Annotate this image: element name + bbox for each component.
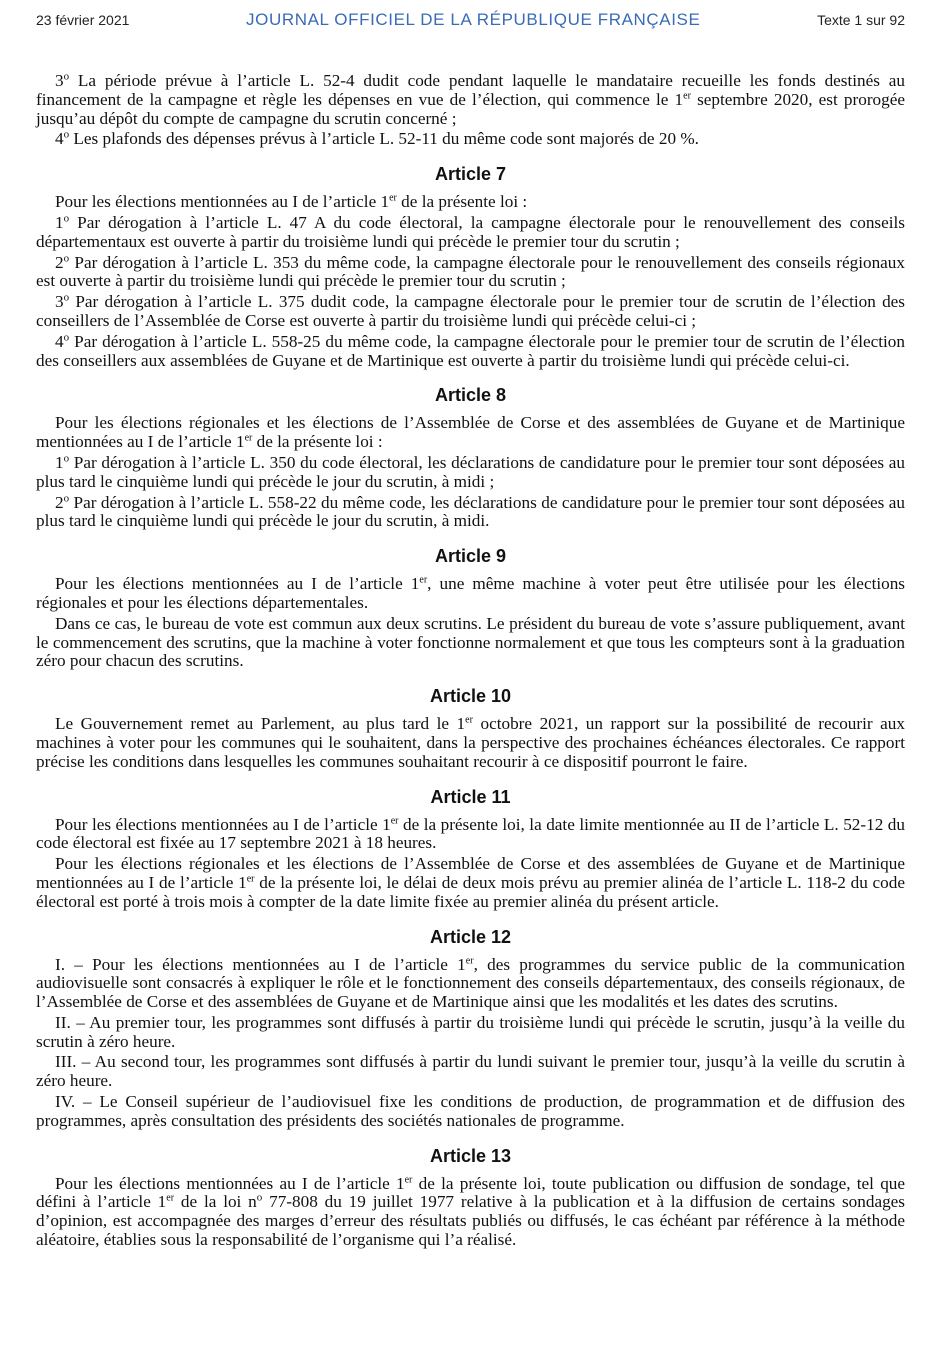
text-run: Par dérogation à l’article L. 353 du même code, la campagne électorale pour le renouvellement des conseils régionaux est ouverte à partir du troisième lundi qui précède le premier tour du scrutin ; — [36, 252, 905, 291]
texte-counter: Texte 1 sur 92 — [817, 12, 905, 28]
text-run: 2 — [55, 252, 64, 272]
paragraph — [36, 1014, 905, 1052]
ordinal-superscript: er — [419, 574, 428, 586]
text-run: 3 — [55, 292, 64, 312]
text-run: Pour les élections mentionnées au I de l’article 1 — [55, 1173, 405, 1193]
text-run: Le Gouvernement remet au Parlement, au plus tard le 1 — [55, 714, 466, 734]
text-run: 3 — [55, 71, 64, 90]
text-run: Pour les élections régionales et les élections de l’Assemblée de Corse et des assemblées de Guyane et de Martinique mentionnées au I de l’article 1 — [36, 854, 905, 892]
text-run: octobre 2021, un rapport sur la possibilité de recourir aux machines à voter pour les communes qui le souhaitent, dans la perspective des prochaines échéances électorales. Ce rapport précise les conditions dans lesquelles les communes souhaitant recourir à ce dispositif pourront le faire. — [36, 714, 905, 771]
paragraph — [36, 491, 905, 532]
text-run: I. – Pour les élections mentionnées au I de l’article 1 — [55, 954, 466, 974]
paragraph — [36, 575, 905, 613]
text-run: Pour les élections mentionnées au I de l’article 1 — [55, 814, 391, 834]
text-run: 4 — [55, 129, 64, 149]
text-run: 77-808 du 19 juillet 1977 relative à la publication et à la diffusion de certains sondages d’opinion, est accompagnée des marges d’erreur des résultats publiés ou diffusés, le cas échéant par référence à la méthode aléatoire, établies sous la responsabilité de l’organisme qui l’a réalisé. — [36, 1192, 905, 1250]
paragraph — [36, 251, 905, 292]
paragraph — [36, 333, 905, 371]
ordinal-superscript: o — [63, 491, 70, 504]
text-run: Pour les élections mentionnées au I de l’article 1 — [55, 574, 420, 594]
ordinal-superscript: o — [63, 70, 70, 83]
paragraph — [36, 816, 905, 854]
ordinal-superscript: o — [63, 128, 70, 141]
text-run: Par dérogation à l’article L. 375 dudit code, la campagne électorale pour le premier tour de scrutin de l’élection des conseillers de l’Assemblée de Corse est ouverte à partir du troisième lundi qui précède celui-ci ; — [36, 292, 905, 330]
text-run: de la loi n — [174, 1192, 257, 1212]
text-run: de la présente loi, toute publication ou diffusion de sondage, tel que défini à l’article 1 — [36, 1173, 906, 1212]
paragraph — [36, 193, 905, 212]
paragraph — [36, 615, 905, 671]
paragraph — [36, 1093, 905, 1131]
article-heading: Article 7 — [434, 164, 507, 185]
article-heading: Article 8 — [434, 385, 507, 406]
document-body — [36, 72, 905, 1252]
ordinal-superscript: o — [63, 331, 70, 344]
ordinal-superscript: er — [166, 1192, 175, 1204]
text-run: III. – Au second tour, les programmes sont diffusés à partir du lundi suivant le premier tour, jusqu’à la veille du scrutin à zéro heure. — [36, 1052, 905, 1091]
journal-title: JOURNAL OFFICIEL DE LA RÉPUBLIQUE FRANÇAISE — [246, 10, 701, 29]
paragraph — [36, 293, 905, 331]
text-run: de la présente loi : — [252, 432, 383, 452]
paragraph — [36, 72, 905, 128]
text-run: , une même machine à voter peut être utilisée pour les élections régionales et pour les élections départementales. — [36, 574, 905, 612]
ordinal-superscript: er — [390, 814, 399, 826]
ordinal-superscript: er — [244, 432, 253, 444]
text-run: Pour les élections mentionnées au I de l’article 1 — [55, 192, 390, 212]
ordinal-superscript: o — [63, 452, 70, 465]
article-heading: Article 9 — [434, 546, 507, 567]
text-run: de la présente loi, le délai de deux mois prévu au premier alinéa de l’article L. 118-2 du code électoral est porté à trois mois à compter de la date limite fixée au premier alinéa du présent article. — [36, 872, 905, 911]
text-run: La période prévue à l’article L. 52-4 dudit code pendant laquelle le mandataire recueille les fonds destinés au financement de la campagne et règle les dépenses en vue de l’élection, qui commence le 1 — [36, 71, 905, 109]
ordinal-superscript: o — [63, 291, 70, 304]
ordinal-superscript: er — [404, 1173, 413, 1185]
text-run: 4 — [55, 331, 64, 351]
text-run: II. – Au premier tour, les programmes sont diffusés à partir du troisième lundi qui précède le scrutin, jusqu’à la veille du scrutin à zéro heure. — [36, 1012, 905, 1051]
paragraph — [36, 414, 905, 452]
article-heading: Article 13 — [429, 1145, 512, 1166]
ordinal-superscript: o — [63, 251, 70, 264]
ordinal-superscript: er — [465, 714, 473, 726]
text-run: Par dérogation à l’article L. 558-22 du même code, les déclarations de candidature pour le premier tour sont déposées au plus tard le cinquième lundi qui précède le jour du scrutin, à midi. — [36, 492, 905, 531]
ordinal-superscript: o — [256, 1191, 263, 1204]
text-run: IV. – Le Conseil supérieur de l’audiovisuel fixe les conditions de production, de programmation et de diffusion des programmes, après consultation des présidents des sociétés nationales de programme. — [36, 1092, 905, 1130]
paragraph — [36, 214, 905, 252]
paragraph — [36, 1053, 905, 1091]
text-run: Dans ce cas, le bureau de vote est commun aux deux scrutins. Le président du bureau de vote s’assure publiquement, avant le commencement des scrutins, que la machine à voter fonctionne normalement et que tous les compteurs sont à la graduation zéro pour chacun des scrutins. — [36, 613, 905, 671]
text-run: 1 — [55, 212, 64, 232]
paragraph — [36, 454, 905, 492]
ordinal-superscript: er — [683, 90, 691, 102]
article-heading: Article 12 — [429, 926, 512, 947]
paragraph — [36, 855, 905, 911]
publication-date: 23 février 2021 — [36, 12, 130, 28]
text-run: 2 — [55, 492, 64, 512]
paragraph — [36, 130, 905, 149]
text-run: , des programmes du service public de la communication audiovisuelle sont consacrés à expliquer le rôle et le fonctionnement des conseils départementaux, des conseils régionaux, de l’Assemblée de Corse et des assemblées de Guyane et de Martinique ainsi que les modalités et les dates des scrutins. — [36, 954, 905, 1012]
text-run: Par dérogation à l’article L. 558-25 du même code, la campagne électorale pour le premier tour de scrutin de l’élection des conseillers aux assemblées de Guyane et de Martinique est ouverte à partir du troisième lundi qui précède celui-ci. — [36, 331, 905, 370]
ordinal-superscript: er — [465, 954, 474, 966]
text-run: de la présente loi : — [396, 192, 528, 212]
paragraph — [36, 956, 905, 1012]
article-heading: Article 11 — [430, 786, 511, 807]
ordinal-superscript: o — [63, 212, 70, 225]
text-run: 1 — [55, 452, 64, 472]
text-run: Pour les élections régionales et les élections de l’Assemblée de Corse et des assemblées de Guyane et de Martinique mentionnées au I de l’article 1 — [36, 413, 905, 452]
text-run: Par dérogation à l’article L. 47 A du code électoral, la campagne électorale pour le renouvellement des conseils départementaux est ouverte à partir du troisième lundi qui précède le premier tour du scrutin ; — [36, 212, 905, 251]
ordinal-superscript: er — [246, 873, 255, 885]
paragraph — [36, 1175, 905, 1250]
text-run: Par dérogation à l’article L. 350 du code électoral, les déclarations de candidature pour le premier tour sont déposées au plus tard le cinquième lundi qui précède le jour du scrutin, à midi ; — [36, 452, 905, 491]
ordinal-superscript: er — [389, 192, 397, 204]
text-run: de la présente loi, la date limite mentionnée au II de l’article L. 52-12 du code électoral est fixée au 17 septembre 2021 à 18 heures. — [36, 814, 905, 853]
page-header — [36, 6, 905, 34]
article-heading: Article 10 — [429, 686, 512, 707]
paragraph — [36, 715, 905, 771]
text-run: Les plafonds des dépenses prévus à l’article L. 52-11 du même code sont majorés de 20 %. — [69, 129, 699, 149]
text-run: septembre 2020, est prorogée jusqu’au dépôt du compte de campagne du scrutin concerné ; — [36, 89, 905, 128]
